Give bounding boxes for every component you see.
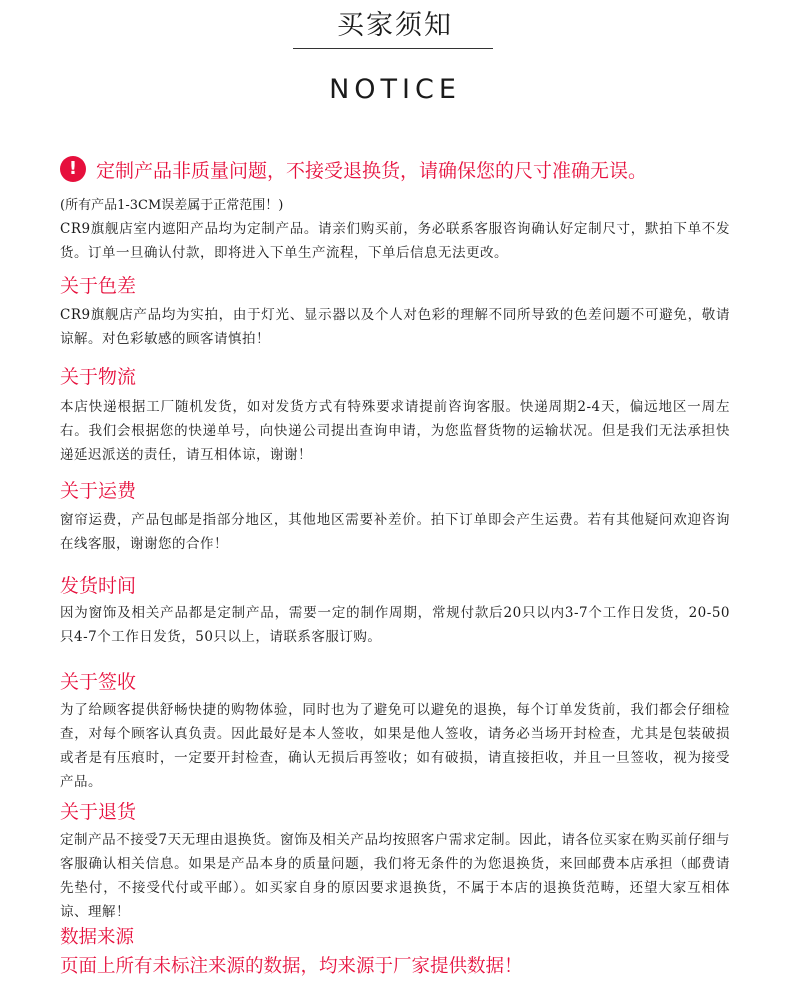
section-heading-returns: 关于退货 <box>60 801 137 823</box>
section-heading-shipping-fee: 关于运费 <box>60 480 137 502</box>
section-body-color: CR9旗舰店产品均为实拍，由于灯光、显示器以及个人对色彩的理解不同所导致的色差问题不可避免，敬请谅解。对色彩敏感的顾客请慎拍！ <box>60 307 730 347</box>
tolerance-note: (所有产品1-3CM误差属于正常范围！) <box>60 198 284 213</box>
page-subtitle: NOTICE <box>329 74 461 105</box>
warning-banner <box>60 152 780 186</box>
section-body-shipping-fee: 窗帘运费，产品包邮是指部分地区，其他地区需要补差价。拍下订单即会产生运费。若有其他疑问欢迎咨询在线客服，谢谢您的合作！ <box>60 512 730 552</box>
footer-text: 页面上所有未标注来源的数据，均来源于厂家提供数据！ <box>60 956 523 977</box>
footer-heading: 数据来源 <box>60 927 135 948</box>
section-heading-color: 关于色差 <box>60 275 137 297</box>
page-title: 买家须知 <box>337 10 453 41</box>
section-heading-delivery-time: 发货时间 <box>60 575 137 597</box>
section-heading-receipt: 关于签收 <box>60 671 137 693</box>
section-body-delivery-time: 因为窗饰及相关产品都是定制产品，需要一定的制作周期，常规付款后20只以内3-7个工作日发货，20-50只4-7个工作日发货，50只以上，请联系客服订购。 <box>60 605 730 645</box>
section-heading-logistics: 关于物流 <box>60 366 137 388</box>
warning-text: 定制产品非质量问题，不接受退换货，请确保您的尺寸准确无误。 <box>96 159 648 182</box>
exclamation-icon: ! <box>60 156 86 182</box>
warning-body: CR9旗舰店室内遮阳产品均为定制产品。请亲们购买前，务必联系客服咨询确认好定制尺寸，默拍下单不发货。订单一旦确认付款，即将进入下单生产流程，下单后信息无法更改。 <box>60 221 730 261</box>
section-body-returns: 定制产品不接受7天无理由退换货。窗饰及相关产品均按照客户需求定制。因此，请各位买家在购买前仔细与客服确认相关信息。如果是产品本身的质量问题，我们将无条件的为您退换货，来回邮费本店承担（邮费请先垫付，不接受代付或平邮）。如买家自身的原因要求退换货，不属于本店的退换货范畴，还望大家互相体谅、理解！ <box>60 832 730 920</box>
section-body-logistics: 本店快递根据工厂随机发货，如对发货方式有特殊要求请提前咨询客服。快递周期2-4天，偏远地区一周左右。我们会根据您的快递单号，向快递公司提出查询申请，为您监督货物的运输状况。但是我们无法承担快递延迟派送的责任，请互相体谅，谢谢！ <box>60 399 730 463</box>
title-divider <box>293 48 493 49</box>
section-body-receipt: 为了给顾客提供舒畅快捷的购物体验，同时也为了避免可以避免的退换，每个订单发货前，我们都会仔细检查，对每个顾客认真负责。因此最好是本人签收，如果是他人签收，请务必当场开封检查，尤其是包装破损或者是有压痕时，一定要开封检查，确认无损后再签收；如有破损，请直接拒收，并且一旦签收，视为接受产品。 <box>60 702 730 790</box>
